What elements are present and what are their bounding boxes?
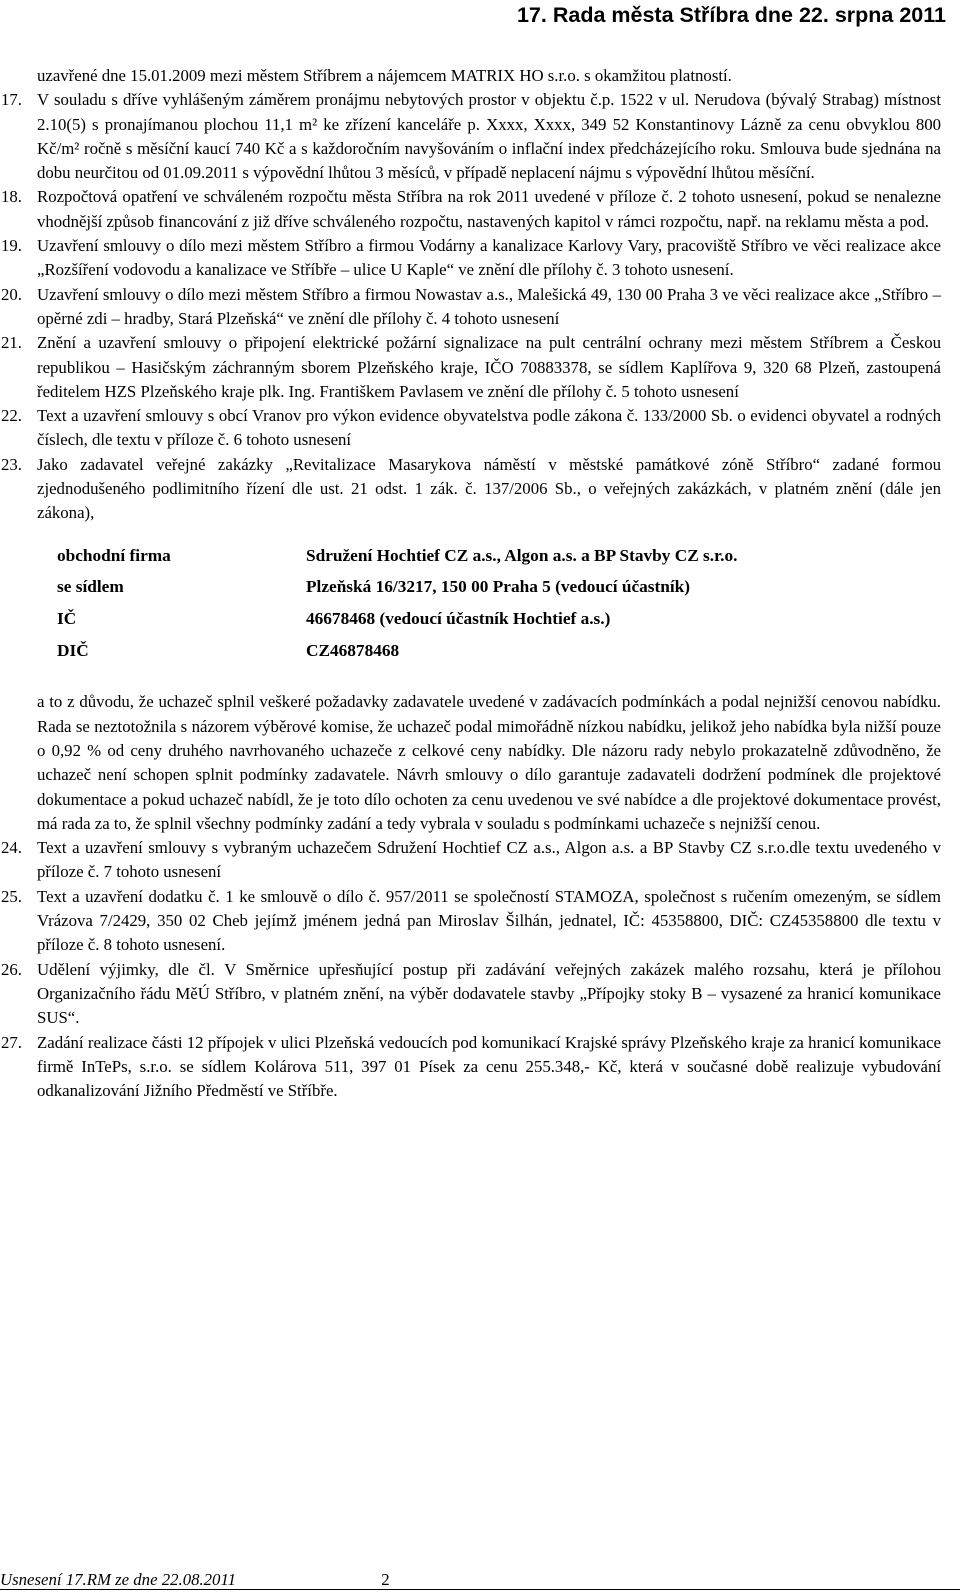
item-number: 20. — [1, 284, 22, 304]
item-text: Text a uzavření dodatku č. 1 ke smlouvě o dílo č. 957/2011 se společností STAMOZA, společnost s ručením omezeným, se sídlem Vrázova 7/2429, 350 02 Cheb jejímž jménem jedná pan Miroslav Šilhán, jednatel, IČ: 45358800, DIČ: CZ45358800 dle textu v příloze č. 8 tohoto usnesení. — [37, 886, 941, 955]
item-number: 17. — [1, 90, 22, 110]
page-footer — [0, 1570, 390, 1590]
page-number: 2 — [381, 1570, 390, 1589]
item-number: 25. — [1, 886, 22, 906]
firm-row-address — [57, 571, 941, 603]
resolution-item-23 — [1, 453, 941, 526]
item-number: 22. — [1, 406, 22, 426]
item-text: Text a uzavření smlouvy s vybraným uchazečem Sdružení Hochtief CZ a.s., Algon a.s. a BP Stavby CZ s.r.o.dle textu uvedeného v příloze č. 7 tohoto usnesení — [37, 838, 941, 882]
resolution-item-21 — [1, 331, 941, 404]
page-header-title: 17. Rada města Stříbra dne 22. srpna 2011 — [516, 3, 946, 27]
firm-value: CZ46878468 — [306, 640, 400, 660]
item-text: Uzavření smlouvy o dílo mezi městem Stříbro a firmou Nowastav a.s., Malešická 49, 130 00 Praha 3 ve věci realizace akce „Stříbro – opěrné zdi – hradby, Stará Plzeňská“ ve znění dle přílohy č. 4 tohoto usnesení — [37, 284, 941, 328]
item-text: Uzavření smlouvy o dílo mezi městem Stříbro a firmou Vodárny a kanalizace Karlovy Vary, pracoviště Stříbro ve věci realizace akce „Rozšíření vodovodu a kanalizace ve Stříbře – ulice U Kaple“ ve znění dle přílohy č. 3 tohoto usnesení. — [37, 236, 941, 280]
item-text: V souladu s dříve vyhlášeným záměrem pronájmu nebytových prostor v objektu č.p. 1522 v ul. Nerudova (bývalý Strabag) místnost 2.10(5) s pronajímanou plochou 11,1 m² ke zřízení kanceláře p. Xxxx, Xxxx, 349 52 Konstantinovy Lázně za cenu obvyklou 800 Kč/m² ročně s měsíční kaucí 740 Kč a s každoročním navyšováním o inflační index předcházejícího roku. Smlouva bude sjednána na dobu neurčitou od 01.09.2011 s výpovědní lhůtou 3 měsíců, v případě neplacení nájmu s výpovědní lhůtou měsíční. — [37, 90, 941, 183]
firm-value: Plzeňská 16/3217, 150 00 Praha 5 (vedoucí účastník) — [306, 577, 691, 597]
firm-value: 46678468 (vedoucí účastník Hochtief a.s.) — [306, 609, 611, 629]
item-number: 23. — [1, 454, 22, 474]
item-text: Text a uzavření smlouvy s obcí Vranov pro výkon evidence obyvatelstva podle zákona č. 133/2000 Sb. o evidenci obyvatel a rodných číslech, dle textu v příloze č. 6 tohoto usnesení — [37, 406, 941, 450]
firm-details-table — [57, 540, 941, 667]
resolution-item-19 — [1, 234, 941, 283]
item-text: Zadání realizace části 12 přípojek v ulici Plzeňská vedoucích pod komunikací Krajské správy Plzeňského kraje za hranicí komunikace firmě InTePs, s.r.o. se sídlem Kolárova 511, 397 01 Písek za cenu 255.348,- Kč, která v současné době realizuje vybudování odkanalizování Jižního Předměstí ve Stříbře. — [37, 1032, 941, 1101]
item-number: 24. — [1, 838, 22, 858]
firm-label: obchodní firma — [57, 545, 171, 565]
resolution-item-25 — [1, 885, 941, 958]
firm-row-ic — [57, 603, 941, 635]
resolution-item-20 — [1, 283, 941, 332]
resolution-item-18 — [1, 185, 941, 234]
firm-row-dic — [57, 635, 941, 667]
intro-paragraph: uzavřené dne 15.01.2009 mezi městem Stříbrem a nájemcem MATRIX HO s.r.o. s okamžitou platností. — [37, 66, 732, 85]
resolution-item-22 — [1, 404, 941, 453]
resolution-item-17 — [1, 88, 941, 185]
item-number: 26. — [1, 959, 22, 979]
footer-text: Usnesení 17.RM ze dne 22.08.2011 — [0, 1570, 236, 1589]
item-text: Udělení výjimky, dle čl. V Směrnice upřesňující postup při zadávání veřejných zakázek malého rozsahu, která je přílohou Organizačního řádu MěÚ Stříbro, v platném znění, na výběr dodavatele stavby „Přípojky stoky B – vysazené za hranicí komunikace SUS“. — [37, 959, 941, 1028]
item-text: Jako zadavatel veřejné zakázky „Revitalizace Masarykova náměstí v městské památkové zóně Stříbro“ zadané formou zjednodušeného podlimitního řízení dle ust. 21 odst. 1 zák. č. 137/2006 Sb., o veřejných zakázkách, v platném znění (dále jen zákona), — [37, 454, 941, 523]
item-number: 19. — [1, 236, 22, 256]
firm-label: DIČ — [57, 640, 89, 660]
firm-label: se sídlem — [57, 577, 124, 597]
resolution-item-27 — [1, 1031, 941, 1104]
item-text: Znění a uzavření smlouvy o připojení elektrické požární signalizace na pult centrální ochrany mezi městem Stříbrem a Českou republikou – Hasičským záchranným sborem Plzeňského kraje, IČO 70883378, se sídlem Kaplířova 9, 320 68 Plzeň, zastoupená ředitelem HZS Plzeňského kraje plk. Ing. Františkem Pavlasem ve znění dle přílohy č. 5 tohoto usnesení — [37, 333, 941, 401]
item-text: Rozpočtová opatření ve schváleném rozpočtu města Stříbra na rok 2011 uvedené v příloze č. 2 tohoto usnesení, pokud se nenalezne vhodnější způsob financování z již dříve schváleného rozpočtu, nastavených kapitol v rámci rozpočtu, např. na reklamu města a pod. — [37, 187, 941, 231]
resolution-item-24 — [1, 836, 941, 885]
resolution-item-26 — [1, 958, 941, 1031]
firm-label: IČ — [57, 609, 77, 629]
footer-rule — [0, 1589, 960, 1590]
document-body — [1, 64, 941, 1103]
firm-value: Sdružení Hochtief CZ a.s., Algon a.s. a BP Stavby CZ s.r.o. — [306, 545, 738, 565]
firm-row-name — [57, 540, 941, 572]
item-number: 21. — [1, 333, 22, 353]
item-number: 27. — [1, 1032, 22, 1052]
item-number: 18. — [1, 187, 22, 207]
item-23-continuation: a to z důvodu, že uchazeč splnil veškeré požadavky zadavatele uvedené v zadávacích podmínkách a podal nejnižší cenovou nabídku. Rada se neztotožnila s názorem výběrové komise, že uchazeč podal mimořádně nízkou nabídku, jelikož jeho nabídka byla nižší pouze o 0,92 % od ceny druhého navrhovaného uchazeče z celkové ceny nabídky. Dle názoru rady nebylo prokazatelně zdůvodněno, že uchazeč není schopen splnit podmínky zadavatele. Návrh smlouvy o dílo garantuje zadavateli dodržení podmínek dle projektové dokumentace a pokud uchazeč nabídl, že je toto dílo ochoten za cenu uvedenou ve své nabídce a dle projektové dokumentace provést, má rada za to, že splnil všechny podmínky zadání a tedy vybrala v souladu s podmínkami uchazeče s nejnižší cenou. — [37, 692, 941, 833]
